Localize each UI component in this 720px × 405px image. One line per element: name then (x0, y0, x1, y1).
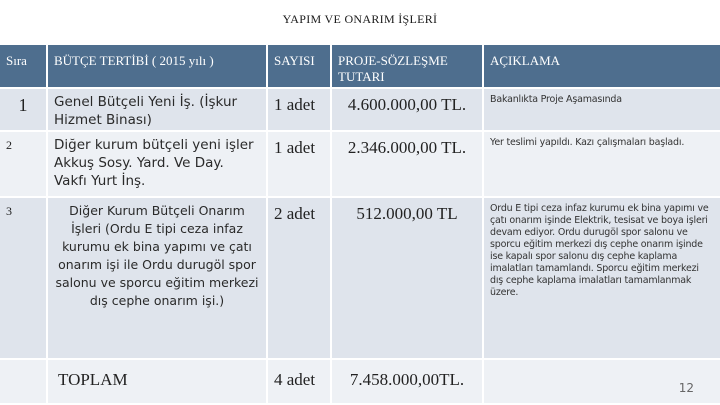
row-aciklama: Bakanlıkta Proje Aşamasında (484, 89, 720, 132)
total-empty-cell (0, 360, 48, 405)
header-aciklama: AÇIKLAMA (484, 45, 720, 89)
total-row (0, 360, 720, 405)
total-sayisi: 4 adet (268, 360, 332, 405)
total-tutar: 7.458.000,00TL. (332, 360, 484, 405)
row-tutar: 512.000,00 TL (332, 198, 484, 360)
table-row (0, 89, 720, 132)
row-sira: 1 (0, 89, 48, 132)
header-sira: Sıra (0, 45, 48, 89)
row-sira: 2 (0, 132, 48, 198)
row-tutar: 4.600.000,00 TL. (332, 89, 484, 132)
row-sayisi: 1 adet (268, 89, 332, 132)
row-aciklama: Ordu E tipi ceza infaz kurumu ek bina yapımı ve çatı onarım işinde Elektrik, tesisat ve boya işleri devam ediyor. Ordu durugöl spor salonu ve sporcu eğitim merkezi dış cephe onarım işinde ise kapalı spor salonu dış cephe kaplama imalatları tamamlandı. Sporcu eğitim merkezi dış cephe kaplama imalatları tamamlanmak üzere. (484, 198, 720, 360)
header-proje: PROJE-SÖZLEŞME TUTARI (332, 45, 484, 89)
header-butce: BÜTÇE TERTİBİ ( 2015 yılı ) (48, 45, 268, 89)
row-butce: Diğer kurum bütçeli yeni işler Akkuş Sosy. Yard. Ve Day. Vakfı Yurt İnş. (48, 132, 268, 198)
row-aciklama: Yer teslimi yapıldı. Kazı çalışmaları başladı. (484, 132, 720, 198)
row-sira: 3 (0, 198, 48, 360)
page-number: 12 (678, 381, 694, 395)
row-butce: Diğer Kurum Bütçeli Onarım İşleri (Ordu E tipi ceza infaz kurumu ek bina yapımı ve çatı onarım işi ile Ordu durugöl spor salonu ve sporcu eğitim merkezi dış cephe onarım işi.) (48, 198, 268, 360)
row-sayisi: 2 adet (268, 198, 332, 360)
page-title: YAPIM VE ONARIM İŞLERİ (282, 12, 438, 26)
summary-table (0, 45, 720, 405)
table-row (0, 198, 720, 360)
header-sayisi: SAYISI (268, 45, 332, 89)
table-row (0, 132, 720, 198)
table-header-row (0, 45, 720, 89)
row-butce: Genel Bütçeli Yeni İş. (İşkur Hizmet Binası) (48, 89, 268, 132)
total-label: TOPLAM (48, 360, 268, 405)
row-tutar: 2.346.000,00 TL. (332, 132, 484, 198)
row-sayisi: 1 adet (268, 132, 332, 198)
